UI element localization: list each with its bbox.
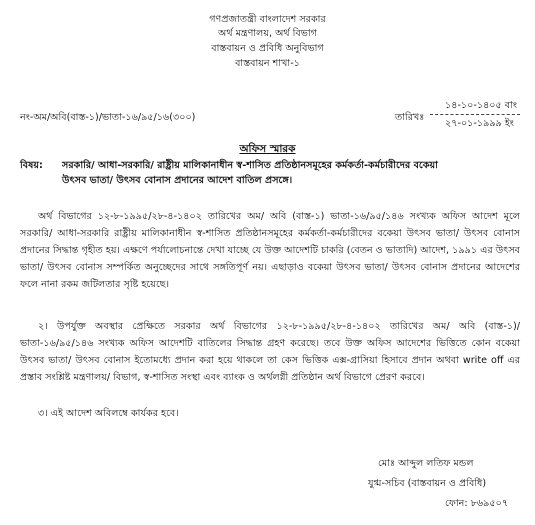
date-bangla: ১৪-১০-১৪০৫ বাং [445, 100, 518, 111]
memo-number: নং-অম/অবি(বাস্ত-১)/ভাতা-১৬/৯৫/১৬(৩০০) [20, 112, 196, 123]
subject-line-1: সরকারি/ আধা-সরকারি/ রাষ্ট্রীয় মালিকানাধীন স্ব-শাসিত প্রতিষ্ঠানসমূহের কর্মকর্তা-কর্মচারীদের বকেয়া [62, 160, 438, 171]
header-wing: বাস্তবায়ন ও প্রবিধি অনুবিভাগ [211, 43, 324, 54]
header-ministry: অর্থ মন্ত্রণালয়, অর্থ বিভাগ [218, 28, 317, 39]
signatory-designation: যুগ্ম-সচিব (বাস্তবায়ন ও প্রবিধি) [368, 478, 487, 489]
subject-line-2: উৎসব ভাতা/ উৎসব বোনাস প্রদানের আদেশ বাতিল প্রসঙ্গে। [62, 175, 293, 186]
memo-title: অফিস স্মারক [239, 143, 296, 155]
date-label: তারিখঃ [395, 112, 425, 123]
paragraph-2: ২। উপর্যুক্ত অবস্থার প্রেক্ষিতে সরকার অর্থ বিভাগের ১২-৮-১৯৯৫/২৮-৪-১৪০২ তারিখের অম/ অবি (বাস্ত-১)/ ভাতা-১৬/৯৫/১৪৬ সংখ্যক অফিস আদেশটি বাতিলের সিদ্ধান্ত গ্রহণ করেছে। তবে উক্ত অফিস আদেশের ভিত্তিতে কোন বকেয়া উৎসব ভাতা/ উৎসব বোনাস ইতোমধ্যে প্রদান করা হয়ে থাকলে তা কেস ভিত্তিক এক্স-গ্রাসিয়া হিসাবে প্রদান অথবা write off এর প্রস্তাব সংশ্লিষ্ট মন্ত্রণালয়/ বিভাগ, স্ব-শাসিত সংস্থা এবং ব্যাংক ও অর্থলগ্নী প্রতিষ্ঠান অর্থ বিভাগে প্রেরণ করবে। [20, 321, 520, 383]
subject-label: বিষয়: [20, 160, 43, 171]
signatory-phone: ফোন: ৮৬৯৫০৭ [445, 498, 509, 509]
header-government: গণপ্রজাতন্ত্রী বাংলাদেশ সরকার [209, 14, 326, 25]
paragraph-1: অর্থ বিভাগের ১২-৮-১৯৯৫/২৮-৪-১৪০২ তারিখের অম/ অবি (বাস্ত-১) ভাতা-১৬/৯৫/১৪৬ সংখ্যক অফিস আদেশ মূলে সরকারি/ আধা-সরকারি রাষ্ট্রীয় মালিকানাধীন স্ব-শাসিত প্রতিষ্ঠানসমূহের কর্মকর্তা-কর্মচারীদের বকেয়া উৎসব ভাতা/ উৎসব বোনাস প্রদানের সিদ্ধান্ত গৃহীত হয়। এক্ষণে পর্যালোচনান্তে দেখা যাচ্ছে যে উক্ত আদেশটি চাকরি (বেতন ও ভাতাদি) আদেশ, ১৯৯১ এর উৎসব ভাতা/ উৎসব বোনাস সম্পর্কিত অনুচ্ছেদের সাথে সঙ্গতিপূর্ণ নয়। এছাড়াও বকেয়া উৎসব ভাতা/ উৎসব বোনাস প্রদানের আদেশের ফলে নানা রকম জটিলতার সৃষ্টি হয়েছে। [20, 211, 520, 290]
signatory-name: মোঃ আব্দুল লতিফ মন্ডল [378, 458, 474, 469]
paragraph-3: ৩। এই আদেশ অবিলম্বে কার্যকর হবে। [38, 408, 179, 419]
header-branch: বাস্তবায়ন শাখা-১ [235, 58, 300, 69]
date-english: ২৭-০১-১৯৯৯ ইং [445, 118, 514, 129]
date-divider [430, 114, 520, 115]
